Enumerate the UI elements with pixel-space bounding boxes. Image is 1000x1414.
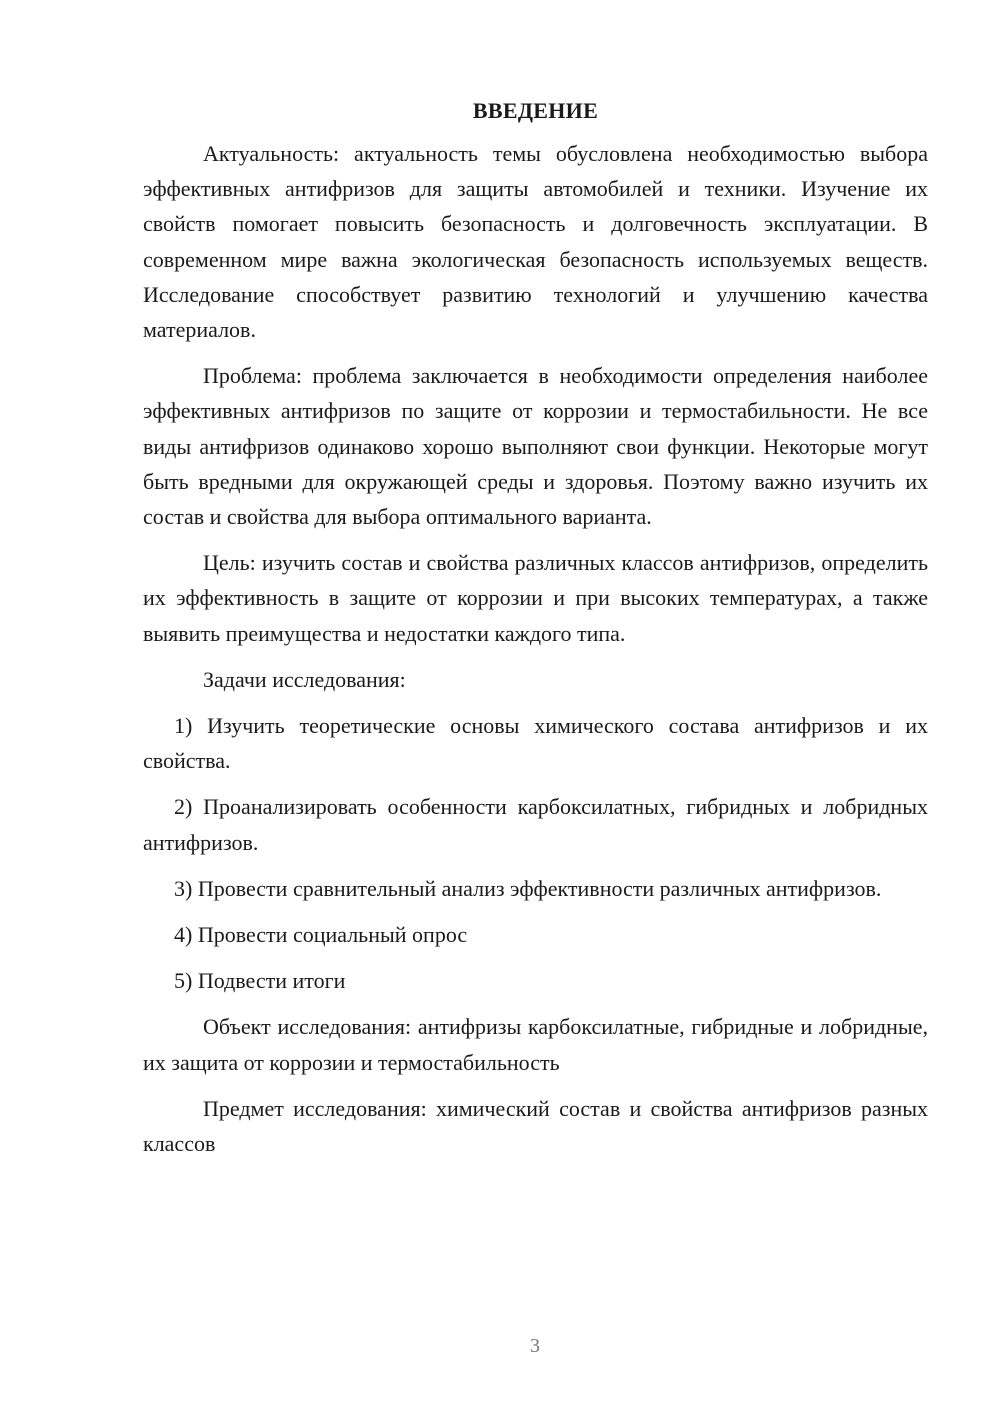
subject-paragraph: Предмет исследования: химический состав и свойства антифризов разных классов <box>143 1095 928 1157</box>
task-item-2: 2) Проанализировать особенности карбоксилатных, гибридных и лобридных антифризов. <box>143 794 928 855</box>
object-paragraph: Объект исследования: антифризы карбоксилатные, гибридные и лобридные, их защита от коррозии и термостабильность <box>143 1014 928 1075</box>
page-content <box>143 96 928 1161</box>
task-item-1: 1) Изучить теоретические основы химического состава антифризов и их свойства. <box>143 713 928 774</box>
goal-paragraph: Цель: изучить состав и свойства различных классов антифризов, определить их эффективность в защите от коррозии и при высоких температурах, а также выявить преимущества и недостатки каждого типа. <box>143 550 928 646</box>
task-item-4: 4) Провести социальный опрос <box>174 922 468 948</box>
relevance-paragraph: Актуальность: актуальность темы обусловлена необходимостью выбора эффективных антифризов для защиты автомобилей и техники. Изучение их свойств помогает повысить безопасность и долговечность эксплуатации. В современном мире важна экологическая безопасность используемых веществ. Исследование способствует развитию технологий и улучшению качества материалов. <box>143 141 928 343</box>
task-item-3: 3) Провести сравнительный анализ эффективности различных антифризов. <box>174 875 882 901</box>
tasks-heading: Задачи исследования: <box>203 666 406 692</box>
problem-paragraph: Проблема: проблема заключается в необходимости определения наиболее эффективных антифризов по защите от коррозии и термостабильности. Не все виды антифризов одинаково хорошо выполняют свои функции. Некоторые могут быть вредными для окружающей среды и здоровья. Поэтому важно изучить их состав и свойства для выбора оптимального варианта. <box>143 363 928 530</box>
task-item-5: 5) Подвести итоги <box>174 968 346 994</box>
section-title: ВВЕДЕНИЕ <box>472 98 599 123</box>
page-number: 3 <box>530 1335 540 1357</box>
